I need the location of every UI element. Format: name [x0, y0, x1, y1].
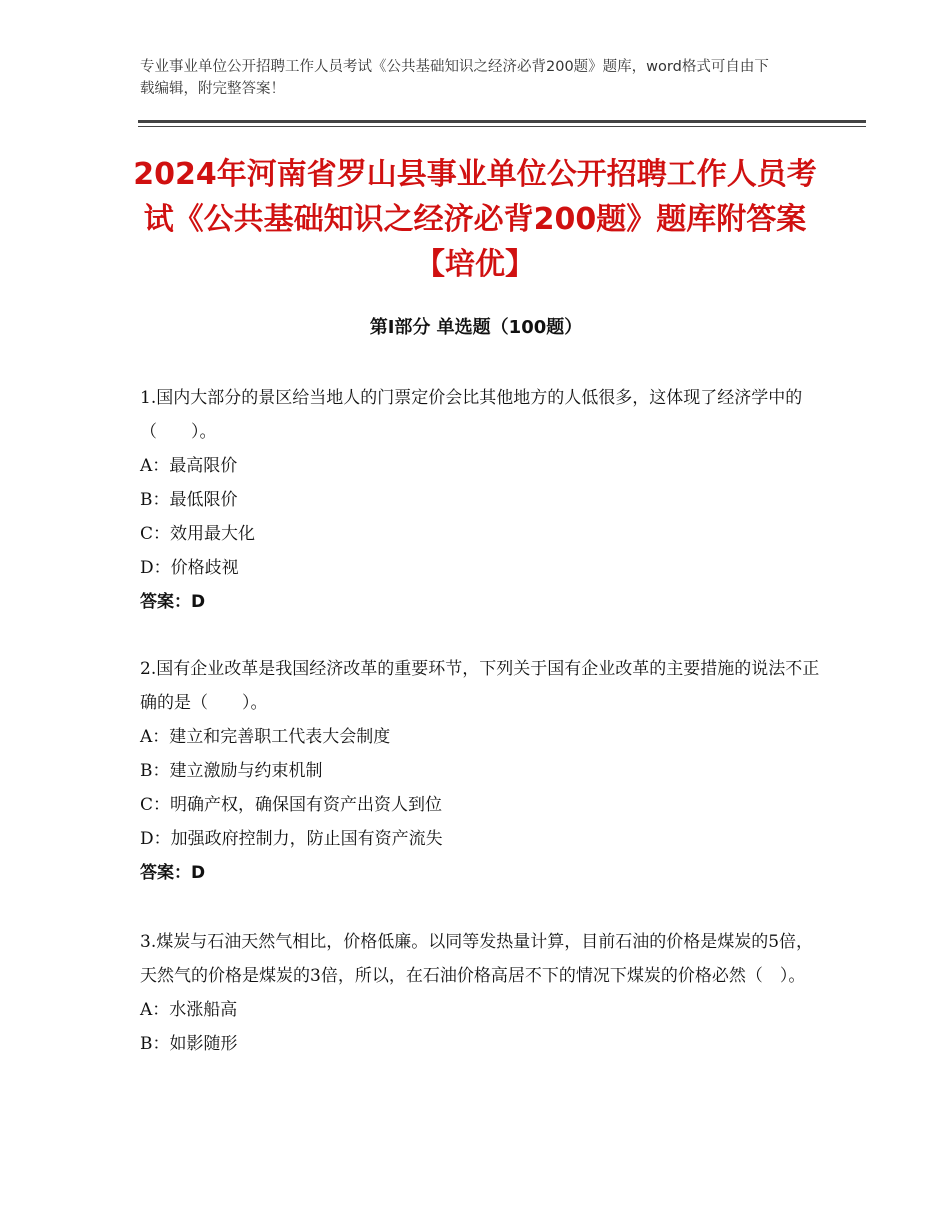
- section-heading: 第Ⅰ部分 单选题（100题）: [369, 317, 583, 338]
- option-c: C：明确产权，确保国有资产出资人到位: [140, 795, 443, 815]
- header-rule-thick: [138, 120, 866, 123]
- option-b: B：最低限价: [140, 490, 238, 510]
- option-a: A：建立和完善职工代表大会制度: [140, 727, 391, 747]
- option-b: B：建立激励与约束机制: [140, 761, 323, 781]
- option-b: B：如影随形: [140, 1034, 238, 1054]
- option-a: A：水涨船高: [140, 1000, 238, 1020]
- question-1: [140, 381, 820, 619]
- option-a: A：最高限价: [140, 456, 238, 476]
- answer-line: 答案：D: [140, 592, 206, 612]
- document-title: 2024年河南省罗山县事业单位公开招聘工作人员考试《公共基础知识之经济必背200题》题库附答案【培优】: [133, 157, 817, 282]
- question-text: 2.国有企业改革是我国经济改革的重要环节，下列关于国有企业改革的主要措施的说法不正确的是（ ）。: [140, 659, 820, 713]
- answer-line: 答案：D: [140, 863, 206, 883]
- option-c: C：效用最大化: [140, 524, 256, 544]
- option-d: D：加强政府控制力，防止国有资产流失: [140, 829, 443, 849]
- question-text: 3.煤炭与石油天然气相比，价格低廉。以同等发热量计算，目前石油的价格是煤炭的5倍，天然气的价格是煤炭的3倍，所以，在石油价格高居不下的情况下煤炭的价格必然（ ）。: [140, 932, 814, 986]
- question-text: 1.国内大部分的景区给当地人的门票定价会比其他地方的人低很多，这体现了经济学中的（ ）。: [140, 388, 803, 442]
- header-note: 专业事业单位公开招聘工作人员考试《公共基础知识之经济必背200题》题库，word格式可自由下载编辑，附完整答案！: [140, 59, 769, 97]
- header-rule-thin: [138, 126, 866, 127]
- question-2: [140, 652, 820, 890]
- option-d: D：价格歧视: [140, 558, 239, 578]
- question-3: [140, 925, 820, 1061]
